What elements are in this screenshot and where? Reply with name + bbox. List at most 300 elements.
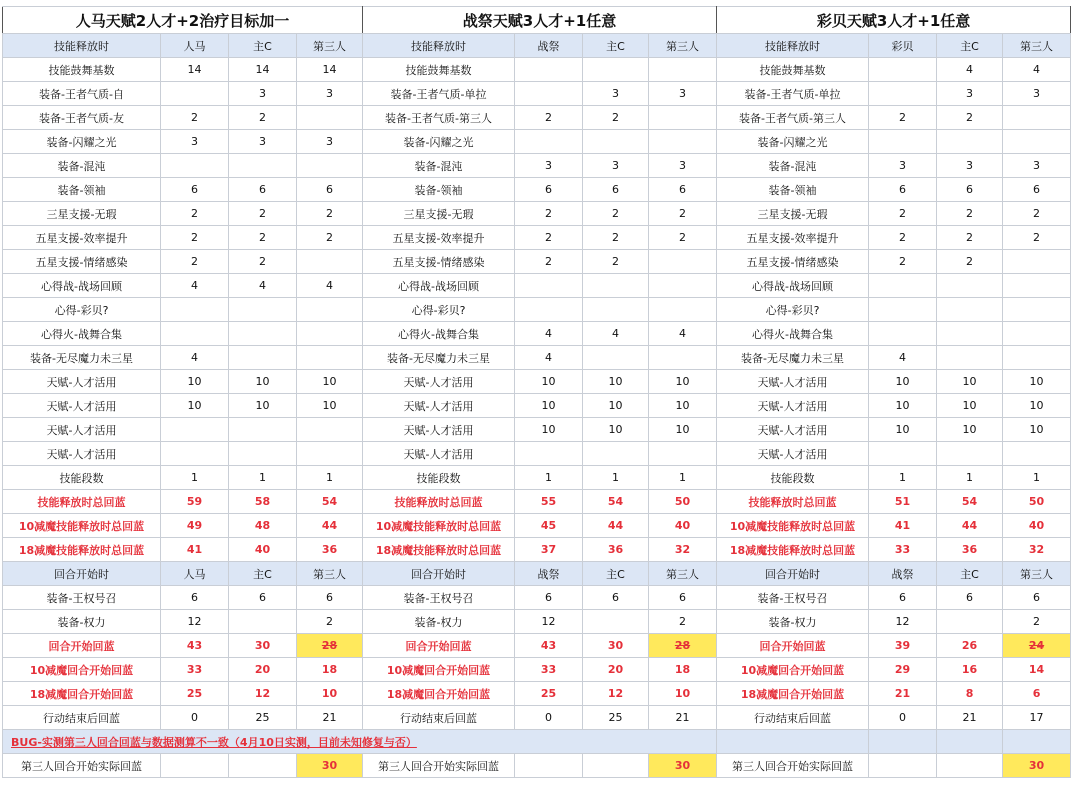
value-cell — [869, 130, 937, 154]
value-cell: 第三人 — [649, 562, 717, 586]
value-cell: 29 — [869, 658, 937, 682]
value-cell — [869, 82, 937, 106]
row-label: 心得战-战场回顾 — [363, 274, 515, 298]
value-cell — [1003, 106, 1071, 130]
value-cell: 6 — [649, 178, 717, 202]
value-cell — [1003, 274, 1071, 298]
value-cell — [649, 58, 717, 82]
row-label: 装备-混沌 — [3, 154, 161, 178]
value-cell: 4 — [161, 346, 229, 370]
row-label: 18减魔回合开始回蓝 — [363, 682, 515, 706]
value-cell: 10 — [583, 394, 649, 418]
value-cell: 主C — [229, 562, 297, 586]
row-label: 装备-王者气质-自 — [3, 82, 161, 106]
section-title: 彩贝天赋3人才+1任意 — [717, 7, 1071, 34]
row-label: 技能段数 — [3, 466, 161, 490]
row-label: 天赋-人才活用 — [3, 394, 161, 418]
row-label: 心得火-战舞合集 — [717, 322, 869, 346]
value-cell: 2 — [1003, 202, 1071, 226]
value-cell — [229, 610, 297, 634]
value-cell: 4 — [583, 322, 649, 346]
value-cell: 战祭 — [515, 34, 583, 58]
value-cell: 战祭 — [869, 562, 937, 586]
row-label: 装备-混沌 — [363, 154, 515, 178]
row-label: 10减魔回合开始回蓝 — [717, 658, 869, 682]
value-cell: 44 — [297, 514, 363, 538]
value-cell: 2 — [297, 226, 363, 250]
value-cell: 6 — [1003, 178, 1071, 202]
value-cell: 第三人 — [649, 34, 717, 58]
bug-note-row — [3, 730, 1071, 754]
total-row — [3, 514, 1071, 538]
value-cell: 10 — [1003, 394, 1071, 418]
value-cell — [583, 346, 649, 370]
value-cell — [1003, 346, 1071, 370]
value-cell: 2 — [583, 250, 649, 274]
row-label: 装备-王者气质-第三人 — [363, 106, 515, 130]
table-row — [3, 226, 1071, 250]
table-row — [3, 154, 1071, 178]
empty-cell — [1003, 730, 1071, 754]
value-cell: 25 — [229, 706, 297, 730]
value-cell — [297, 106, 363, 130]
value-cell: 10 — [515, 418, 583, 442]
value-cell: 2 — [937, 250, 1003, 274]
section-title: 人马天赋2人才+2治疗目标加一 — [3, 7, 363, 34]
value-cell: 30 — [649, 754, 717, 778]
row-label: 技能段数 — [717, 466, 869, 490]
row-label: 五星支援-效率提升 — [717, 226, 869, 250]
value-cell: 4 — [515, 322, 583, 346]
value-cell: 26 — [937, 634, 1003, 658]
value-cell: 54 — [583, 490, 649, 514]
row-label: 装备-王者气质-单拉 — [717, 82, 869, 106]
value-cell — [583, 442, 649, 466]
value-cell: 10 — [161, 394, 229, 418]
row-label: 三星支援-无瑕 — [3, 202, 161, 226]
value-cell: 2 — [515, 202, 583, 226]
table-row — [3, 586, 1071, 610]
value-cell — [297, 250, 363, 274]
value-cell: 12 — [515, 610, 583, 634]
row-label: 第三人回合开始实际回蓝 — [3, 754, 161, 778]
value-cell: 30 — [229, 634, 297, 658]
value-cell: 10 — [937, 370, 1003, 394]
value-cell — [1003, 322, 1071, 346]
value-cell: 3 — [1003, 82, 1071, 106]
value-cell: 25 — [583, 706, 649, 730]
total-row — [3, 490, 1071, 514]
row-label: 装备-无尽魔力未三星 — [363, 346, 515, 370]
row-label: 18减魔技能释放时总回蓝 — [363, 538, 515, 562]
value-cell: 主C — [937, 34, 1003, 58]
value-cell: 3 — [515, 154, 583, 178]
value-cell: 20 — [229, 658, 297, 682]
value-cell: 第三人 — [297, 34, 363, 58]
value-cell — [649, 442, 717, 466]
row-label: 18减魔技能释放时总回蓝 — [717, 538, 869, 562]
value-cell — [583, 58, 649, 82]
value-cell: 30 — [583, 634, 649, 658]
section-title: 战祭天赋3人才+1任意 — [363, 7, 717, 34]
row-label: 行动结束后回蓝 — [717, 706, 869, 730]
value-cell — [229, 346, 297, 370]
row-label: 第三人回合开始实际回蓝 — [363, 754, 515, 778]
row-label: 装备-混沌 — [717, 154, 869, 178]
value-cell — [1003, 250, 1071, 274]
value-cell — [869, 754, 937, 778]
value-cell: 2 — [583, 106, 649, 130]
value-cell: 6 — [161, 586, 229, 610]
value-cell: 10 — [869, 418, 937, 442]
value-cell: 44 — [583, 514, 649, 538]
value-cell — [583, 610, 649, 634]
row-label: 10减魔技能释放时总回蓝 — [3, 514, 161, 538]
row-label: 装备-闪耀之光 — [363, 130, 515, 154]
value-cell: 1 — [937, 466, 1003, 490]
value-cell: 0 — [161, 706, 229, 730]
value-cell: 14 — [161, 58, 229, 82]
value-cell: 4 — [161, 274, 229, 298]
row-label: 回合开始回蓝 — [3, 634, 161, 658]
value-cell — [229, 442, 297, 466]
header-row — [3, 562, 1071, 586]
row-label: 装备-无尽魔力未三星 — [717, 346, 869, 370]
value-cell: 10 — [297, 682, 363, 706]
value-cell: 1 — [583, 466, 649, 490]
value-cell: 54 — [937, 490, 1003, 514]
value-cell: 第三人 — [1003, 34, 1071, 58]
value-cell: 1 — [649, 466, 717, 490]
row-label: 五星支援-情绪感染 — [717, 250, 869, 274]
value-cell: 30 — [1003, 754, 1071, 778]
row-label: 心得-彩贝? — [363, 298, 515, 322]
value-cell — [161, 298, 229, 322]
row-label: 18减魔技能释放时总回蓝 — [3, 538, 161, 562]
row-label: 天赋-人才活用 — [3, 442, 161, 466]
value-cell — [649, 298, 717, 322]
value-cell: 50 — [649, 490, 717, 514]
value-cell — [583, 754, 649, 778]
value-cell: 6 — [869, 178, 937, 202]
row-label: 天赋-人才活用 — [363, 442, 515, 466]
value-cell — [937, 322, 1003, 346]
row-label: 装备-王者气质-友 — [3, 106, 161, 130]
value-cell — [297, 418, 363, 442]
value-cell: 10 — [161, 370, 229, 394]
value-cell: 10 — [515, 370, 583, 394]
value-cell: 4 — [649, 322, 717, 346]
row-label: 回合开始时 — [717, 562, 869, 586]
row-label: 技能释放时 — [717, 34, 869, 58]
value-cell — [229, 298, 297, 322]
value-cell: 10 — [515, 394, 583, 418]
value-cell: 36 — [297, 538, 363, 562]
value-cell: 21 — [869, 682, 937, 706]
value-cell: 50 — [1003, 490, 1071, 514]
value-cell: 12 — [583, 682, 649, 706]
row-label: 天赋-人才活用 — [363, 418, 515, 442]
row-label: 行动结束后回蓝 — [363, 706, 515, 730]
value-cell — [649, 346, 717, 370]
value-cell — [937, 754, 1003, 778]
value-cell — [515, 82, 583, 106]
value-cell — [583, 274, 649, 298]
row-label: 装备-无尽魔力未三星 — [3, 346, 161, 370]
value-cell: 10 — [229, 394, 297, 418]
value-cell: 32 — [649, 538, 717, 562]
row-label: 技能段数 — [363, 466, 515, 490]
value-cell: 1 — [515, 466, 583, 490]
value-cell: 2 — [649, 202, 717, 226]
value-cell — [869, 298, 937, 322]
value-cell: 6 — [937, 586, 1003, 610]
total-row — [3, 658, 1071, 682]
value-cell: 14 — [297, 58, 363, 82]
value-cell: 3 — [297, 130, 363, 154]
total-row — [3, 538, 1071, 562]
value-cell — [649, 130, 717, 154]
row-label: 技能释放时 — [3, 34, 161, 58]
value-cell: 2 — [937, 226, 1003, 250]
value-cell: 10 — [937, 394, 1003, 418]
value-cell: 主C — [583, 562, 649, 586]
row-label: 回合开始时 — [3, 562, 161, 586]
value-cell: 2 — [229, 106, 297, 130]
row-label: 装备-闪耀之光 — [717, 130, 869, 154]
value-cell: 主C — [583, 34, 649, 58]
value-cell — [937, 298, 1003, 322]
actual-row — [3, 754, 1071, 778]
row-label: 回合开始回蓝 — [363, 634, 515, 658]
value-cell — [161, 442, 229, 466]
value-cell: 1 — [229, 466, 297, 490]
value-cell: 36 — [937, 538, 1003, 562]
total-row — [3, 634, 1071, 658]
value-cell: 10 — [583, 418, 649, 442]
value-cell: 第三人 — [1003, 562, 1071, 586]
value-cell: 2 — [161, 106, 229, 130]
value-cell — [937, 346, 1003, 370]
row-label: 10减魔技能释放时总回蓝 — [363, 514, 515, 538]
value-cell: 2 — [515, 250, 583, 274]
table-row — [3, 250, 1071, 274]
row-label: 心得火-战舞合集 — [363, 322, 515, 346]
value-cell: 3 — [1003, 154, 1071, 178]
value-cell: 2 — [515, 106, 583, 130]
value-cell: 44 — [937, 514, 1003, 538]
value-cell — [583, 298, 649, 322]
value-cell: 14 — [229, 58, 297, 82]
value-cell — [229, 154, 297, 178]
table-row — [3, 322, 1071, 346]
value-cell: 1 — [297, 466, 363, 490]
value-cell: 12 — [869, 610, 937, 634]
value-cell: 6 — [515, 586, 583, 610]
table-row — [3, 394, 1071, 418]
value-cell: 16 — [937, 658, 1003, 682]
value-cell: 21 — [937, 706, 1003, 730]
value-cell — [869, 442, 937, 466]
value-cell: 4 — [937, 58, 1003, 82]
value-cell: 48 — [229, 514, 297, 538]
table-row — [3, 58, 1071, 82]
value-cell — [937, 442, 1003, 466]
value-cell: 6 — [229, 586, 297, 610]
row-label: 18减魔回合开始回蓝 — [717, 682, 869, 706]
value-cell — [515, 754, 583, 778]
value-cell: 2 — [229, 250, 297, 274]
value-cell: 41 — [869, 514, 937, 538]
value-cell: 10 — [583, 370, 649, 394]
value-cell: 4 — [297, 274, 363, 298]
value-cell: 43 — [515, 634, 583, 658]
row-label: 技能鼓舞基数 — [3, 58, 161, 82]
value-cell — [161, 82, 229, 106]
value-cell — [229, 754, 297, 778]
value-cell: 彩贝 — [869, 34, 937, 58]
value-cell: 主C — [229, 34, 297, 58]
row-label: 心得-彩贝? — [3, 298, 161, 322]
value-cell: 10 — [297, 394, 363, 418]
row-label: 天赋-人才活用 — [717, 394, 869, 418]
value-cell: 28 — [649, 634, 717, 658]
value-cell: 6 — [583, 178, 649, 202]
value-cell: 2 — [869, 250, 937, 274]
row-label: 装备-王者气质-单拉 — [363, 82, 515, 106]
value-cell: 6 — [869, 586, 937, 610]
value-cell: 28 — [297, 634, 363, 658]
row-label: 三星支援-无瑕 — [717, 202, 869, 226]
value-cell: 6 — [515, 178, 583, 202]
row-label: 天赋-人才活用 — [717, 370, 869, 394]
value-cell — [297, 322, 363, 346]
row-label: 心得战-战场回顾 — [717, 274, 869, 298]
value-cell: 2 — [1003, 610, 1071, 634]
row-label: 装备-闪耀之光 — [3, 130, 161, 154]
value-cell — [515, 442, 583, 466]
value-cell: 40 — [229, 538, 297, 562]
table-row — [3, 298, 1071, 322]
value-cell: 6 — [229, 178, 297, 202]
row-label: 装备-王权号召 — [717, 586, 869, 610]
value-cell: 8 — [937, 682, 1003, 706]
title-row — [3, 7, 1071, 34]
value-cell: 2 — [583, 202, 649, 226]
row-label: 装备-权力 — [3, 610, 161, 634]
table-row — [3, 370, 1071, 394]
value-cell: 3 — [229, 82, 297, 106]
value-cell: 2 — [583, 226, 649, 250]
value-cell: 2 — [297, 610, 363, 634]
value-cell — [229, 322, 297, 346]
value-cell: 6 — [583, 586, 649, 610]
value-cell — [161, 154, 229, 178]
value-cell: 4 — [1003, 58, 1071, 82]
value-cell: 18 — [297, 658, 363, 682]
table-row — [3, 442, 1071, 466]
value-cell: 3 — [649, 154, 717, 178]
value-cell: 6 — [1003, 586, 1071, 610]
value-cell — [937, 130, 1003, 154]
value-cell: 2 — [937, 202, 1003, 226]
value-cell: 3 — [869, 154, 937, 178]
value-cell: 33 — [161, 658, 229, 682]
table-row — [3, 130, 1071, 154]
row-label: 装备-王权号召 — [3, 586, 161, 610]
table-row — [3, 274, 1071, 298]
value-cell — [515, 58, 583, 82]
row-label: 装备-权力 — [717, 610, 869, 634]
value-cell: 2 — [869, 106, 937, 130]
value-cell: 2 — [869, 202, 937, 226]
row-label: 装备-王者气质-第三人 — [717, 106, 869, 130]
value-cell — [515, 130, 583, 154]
value-cell — [1003, 442, 1071, 466]
value-cell: 24 — [1003, 634, 1071, 658]
value-cell: 54 — [297, 490, 363, 514]
row-label: 装备-领袖 — [3, 178, 161, 202]
value-cell: 4 — [869, 346, 937, 370]
value-cell — [515, 298, 583, 322]
value-cell — [937, 274, 1003, 298]
value-cell: 25 — [161, 682, 229, 706]
value-cell: 39 — [869, 634, 937, 658]
row-label: 装备-权力 — [363, 610, 515, 634]
row-label: 天赋-人才活用 — [3, 418, 161, 442]
value-cell: 2 — [869, 226, 937, 250]
mana-comparison-sheet — [2, 6, 1071, 778]
value-cell — [649, 250, 717, 274]
row-label: 心得火-战舞合集 — [3, 322, 161, 346]
value-cell: 33 — [869, 538, 937, 562]
value-cell: 58 — [229, 490, 297, 514]
value-cell: 30 — [297, 754, 363, 778]
value-cell — [869, 58, 937, 82]
row-label: 心得-彩贝? — [717, 298, 869, 322]
value-cell: 40 — [649, 514, 717, 538]
row-label: 五星支援-效率提升 — [3, 226, 161, 250]
value-cell: 21 — [649, 706, 717, 730]
value-cell: 12 — [229, 682, 297, 706]
value-cell — [297, 154, 363, 178]
value-cell — [1003, 298, 1071, 322]
value-cell — [161, 754, 229, 778]
value-cell: 人马 — [161, 562, 229, 586]
value-cell: 10 — [869, 394, 937, 418]
value-cell: 1 — [161, 466, 229, 490]
value-cell — [869, 274, 937, 298]
value-cell: 2 — [1003, 226, 1071, 250]
row-label: 五星支援-情绪感染 — [3, 250, 161, 274]
value-cell: 2 — [937, 106, 1003, 130]
value-cell: 21 — [297, 706, 363, 730]
total-row — [3, 682, 1071, 706]
value-cell: 2 — [161, 202, 229, 226]
row-label: 10减魔技能释放时总回蓝 — [717, 514, 869, 538]
value-cell: 3 — [937, 82, 1003, 106]
value-cell: 3 — [161, 130, 229, 154]
value-cell: 32 — [1003, 538, 1071, 562]
value-cell: 3 — [229, 130, 297, 154]
value-cell: 1 — [1003, 466, 1071, 490]
value-cell — [583, 130, 649, 154]
value-cell: 10 — [937, 418, 1003, 442]
value-cell: 3 — [583, 82, 649, 106]
row-label: 装备-王权号召 — [363, 586, 515, 610]
value-cell: 10 — [229, 370, 297, 394]
value-cell: 3 — [937, 154, 1003, 178]
